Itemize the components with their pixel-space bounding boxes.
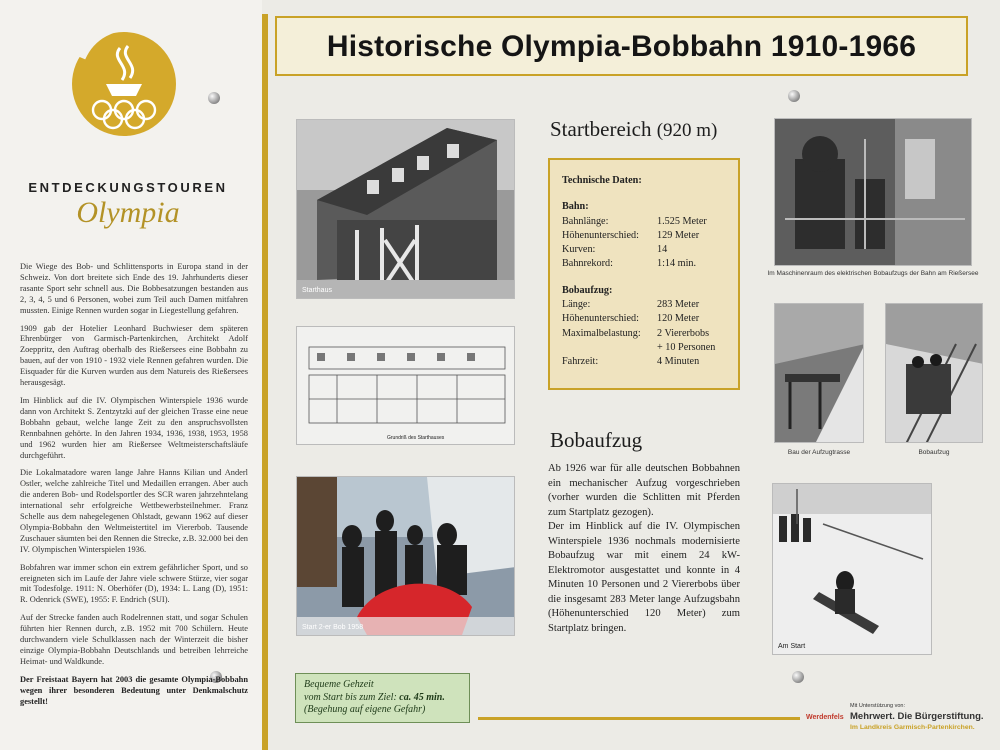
tech-value: 1:14 min. <box>657 258 697 270</box>
screw <box>788 90 800 102</box>
sponsor-name: Mehrwert. Die Bürgerstiftung. <box>850 711 984 722</box>
intro-paragraph: 1909 gab der Hotelier Leonhard Buchwieser dem späteren Ehrenbürger von Garmisch-Partenkirchen, Architekt Adolf Zoeppritz, den Auftrag oberhalb des Rießersees eine Bobbahn zu bauen, auf der von 1910 - 1932 viele Rennen gefahren wurden. Die Eisquader für die Kurven wurden aus dem Natureis des Rießersees herausgesägt. <box>20 323 248 388</box>
bobaufzug-paragraph: Der im Hinblick auf die IV. Olympischen Winterspiele 1936 nochmals modernisierte Bobaufzug war mit einem 24 kW-Elektromotor ausgestattet und konnte in 4 Minuten 10 Personen und 2 Viererbobs über die insgesamt 283 Meter lange Aufzugsbahn (Höhenunterschied 120 Meter) zum Startplatz bringen. <box>548 521 740 634</box>
bob-start-image <box>297 477 515 636</box>
sponsor-support: Mit Unterstützung von: <box>850 703 906 709</box>
walking-time-box <box>295 673 470 723</box>
bob-lift-image <box>886 304 983 443</box>
gold-divider-vertical <box>262 14 268 750</box>
am-start-image <box>773 484 932 655</box>
tech-value: + 10 Personen <box>657 341 716 353</box>
tech-key: Maximalbelastung: <box>562 327 641 339</box>
sponsor-block <box>806 702 996 742</box>
gold-divider-horizontal <box>478 717 800 720</box>
tech-value: 1.525 Meter <box>657 215 707 227</box>
tech-key: Länge: <box>562 299 591 311</box>
walk-line <box>304 692 469 705</box>
tech-value: 4 Minuten <box>657 356 700 368</box>
page-title: Historische Olympia-Bobbahn 1910-1966 <box>326 30 917 63</box>
tech-key: Höhenunterschied: <box>562 313 639 325</box>
tech-key: Bahnlänge: <box>562 215 609 227</box>
photo-am-start <box>772 483 932 655</box>
intro-paragraph: Die Wiege des Bob- und Schlittensports in Europa stand in der Schweiz. Von dort breitete sich Ende des 19. Jahrhunderts dieser rasante Sport sehr schnell aus. Die Bobbesatzungen bestanden aus 2, 3, 4, 5 und 6 Personen, wobei zum Teil auch Damen mitfahren mussten. Einige Rennen wurden sogar in Liegestellung gefahren. <box>20 262 248 315</box>
starthaus-image <box>297 120 515 299</box>
photo-label: Start 2-er Bob 1958 <box>302 624 364 631</box>
tech-value: 2 Viererbobs <box>657 327 710 339</box>
walk-route: vom Start bis zum Ziel: <box>304 691 397 703</box>
floorplan-image <box>297 327 515 445</box>
closing-note: Der Freistaat Bayern hat 2003 die gesamte Olympia-Bobbahn wegen ihrer besonderen Bedeutung unter Denkmalschutz gestellt! <box>20 674 248 706</box>
intro-paragraph: Auf der Strecke fanden auch Rodelrennen statt, und sogar Schulen führten hier Rennen durch, z.B. 1952 mit 700 Schülern. Heute durchwandern viele Schulklassen nach der Winterzeit die bisher einzige Olympia-Bobbahn Deutschlands und betreiben lehrreiche Heimat- und Waldkunde. <box>20 613 248 666</box>
intro-paragraph: Bobfahren war immer schon ein extrem gefährlicher Sport, und so ereigneten sich im Laufe der Jahre viele schwere Stürze, vier sogar mit Todesfolge. 1911: N. Oberhöfer (D), 1934: L. Lang (D), 1951: R. Odenrick (SWE), 1955: F. Endrich (SUI). <box>20 562 248 605</box>
bobaufzug-heading: Bobaufzug <box>550 428 643 452</box>
tech-row <box>562 215 738 229</box>
startbereich-length: (920 m) <box>656 120 718 141</box>
intro-paragraph: Im Hinblick auf die IV. Olympischen Winterspiele 1936 wurde dann von Architekt S. Zentzytzki auf der gleichen Trasse eine neue Bobbahn gebaut, welche lange Zeit zu den anspruchsvollsten Rennbahnen gehörte. In den Jahren 1934, 1936, 1938, 1953, 1958 und 1962 wurden hier am Rießersee Weltmeisterschaftsläufe durchgeführt. <box>20 395 248 460</box>
tech-row <box>562 229 738 243</box>
caption: Bau der Aufzugtrasse <box>787 449 851 456</box>
photo-bobaufzug <box>885 303 983 443</box>
tech-key: Bahnrekord: <box>562 258 613 270</box>
bobaufzug-text <box>548 462 740 636</box>
intro-paragraph: Die Lokalmatadore waren lange Jahre Hanns Kilian und Anderl Ostler, welche zahlreiche Titel und Medaillen errangen. Aber auch die anderen Bob- und Rodelsportler des SCR waren jahrzehntelang international sehr erfolgreiche Wettbewerbsteilnehmer. Franz Schelle aus dem nahegelegenen Ohlstadt, gewann 1962 auf dieser Olympia-Bobbahn den Weltmeistertitel im Viererbob. Tausende Zuschauer säumten bei den Rennen die Strecke, z.B. 32.000 bei den IV. Olympischen Winterspielen 1936. <box>20 468 248 554</box>
tech-row <box>562 243 738 257</box>
tech-key: Fahrzeit: <box>562 356 599 368</box>
tech-bahn-title: Bahn: <box>562 201 589 213</box>
tech-value: 14 <box>657 244 668 256</box>
photo-label: Am Start <box>778 643 806 650</box>
photo-start-2er-bob <box>296 476 515 636</box>
intro-text <box>20 262 248 715</box>
caption: Bobaufzug <box>918 449 950 456</box>
photo-label: Grundriß des Starthauses <box>387 435 445 441</box>
tech-row <box>562 312 738 326</box>
startbereich-title: Startbereich <box>550 117 652 141</box>
machine-room-image <box>775 119 972 266</box>
photo-label: Starthaus <box>302 287 332 294</box>
tech-row <box>562 298 738 312</box>
tech-row <box>562 341 738 355</box>
tech-row <box>562 257 738 271</box>
walk-duration: ca. 45 min. <box>399 691 445 703</box>
brand-subtitle: Olympia <box>76 196 180 229</box>
technical-data-box <box>548 158 740 390</box>
screw <box>792 671 804 683</box>
tech-key <box>562 341 657 355</box>
olympia-logo-icon <box>62 18 188 148</box>
screw <box>208 92 220 104</box>
tech-value: 129 Meter <box>657 229 700 241</box>
walk-line: Bequeme Gehzeit <box>304 679 374 690</box>
tech-value: 283 Meter <box>657 299 700 311</box>
tech-key: Höhenunterschied: <box>562 229 639 241</box>
tech-row <box>562 327 738 341</box>
walk-line: (Begehung auf eigene Gefahr) <box>304 704 426 715</box>
sponsor-region: Im Landkreis Garmisch-Partenkirchen. <box>850 724 975 731</box>
caption: Im Maschinenraum des elektrischen Bobaufzugs der Bahn am Rießersee <box>767 270 979 277</box>
startbereich-heading <box>550 117 717 142</box>
title-banner <box>275 16 968 76</box>
photo-grundriss <box>296 326 515 445</box>
bobaufzug-paragraph: Ab 1926 war für alle deutschen Bobbahnen ein mechanischer Aufzug vorgeschrieben (vorher wurden die Schlitten mit Pferden zum Startplatz gezogen). <box>548 463 740 518</box>
tech-title: Technische Daten: <box>562 175 642 186</box>
lift-track-construction-image <box>775 304 864 443</box>
tech-value: 120 Meter <box>657 313 700 325</box>
tech-key: Kurven: <box>562 244 596 256</box>
photo-aufzugtrasse <box>774 303 864 443</box>
sponsor-logo: Werdenfels <box>806 714 844 721</box>
tech-aufzug-title: Bobaufzug: <box>562 284 613 296</box>
brand-title: ENTDECKUNGSTOUREN <box>28 180 228 195</box>
photo-starthaus <box>296 119 515 299</box>
tech-row <box>562 355 738 369</box>
photo-maschinenraum <box>774 118 972 266</box>
